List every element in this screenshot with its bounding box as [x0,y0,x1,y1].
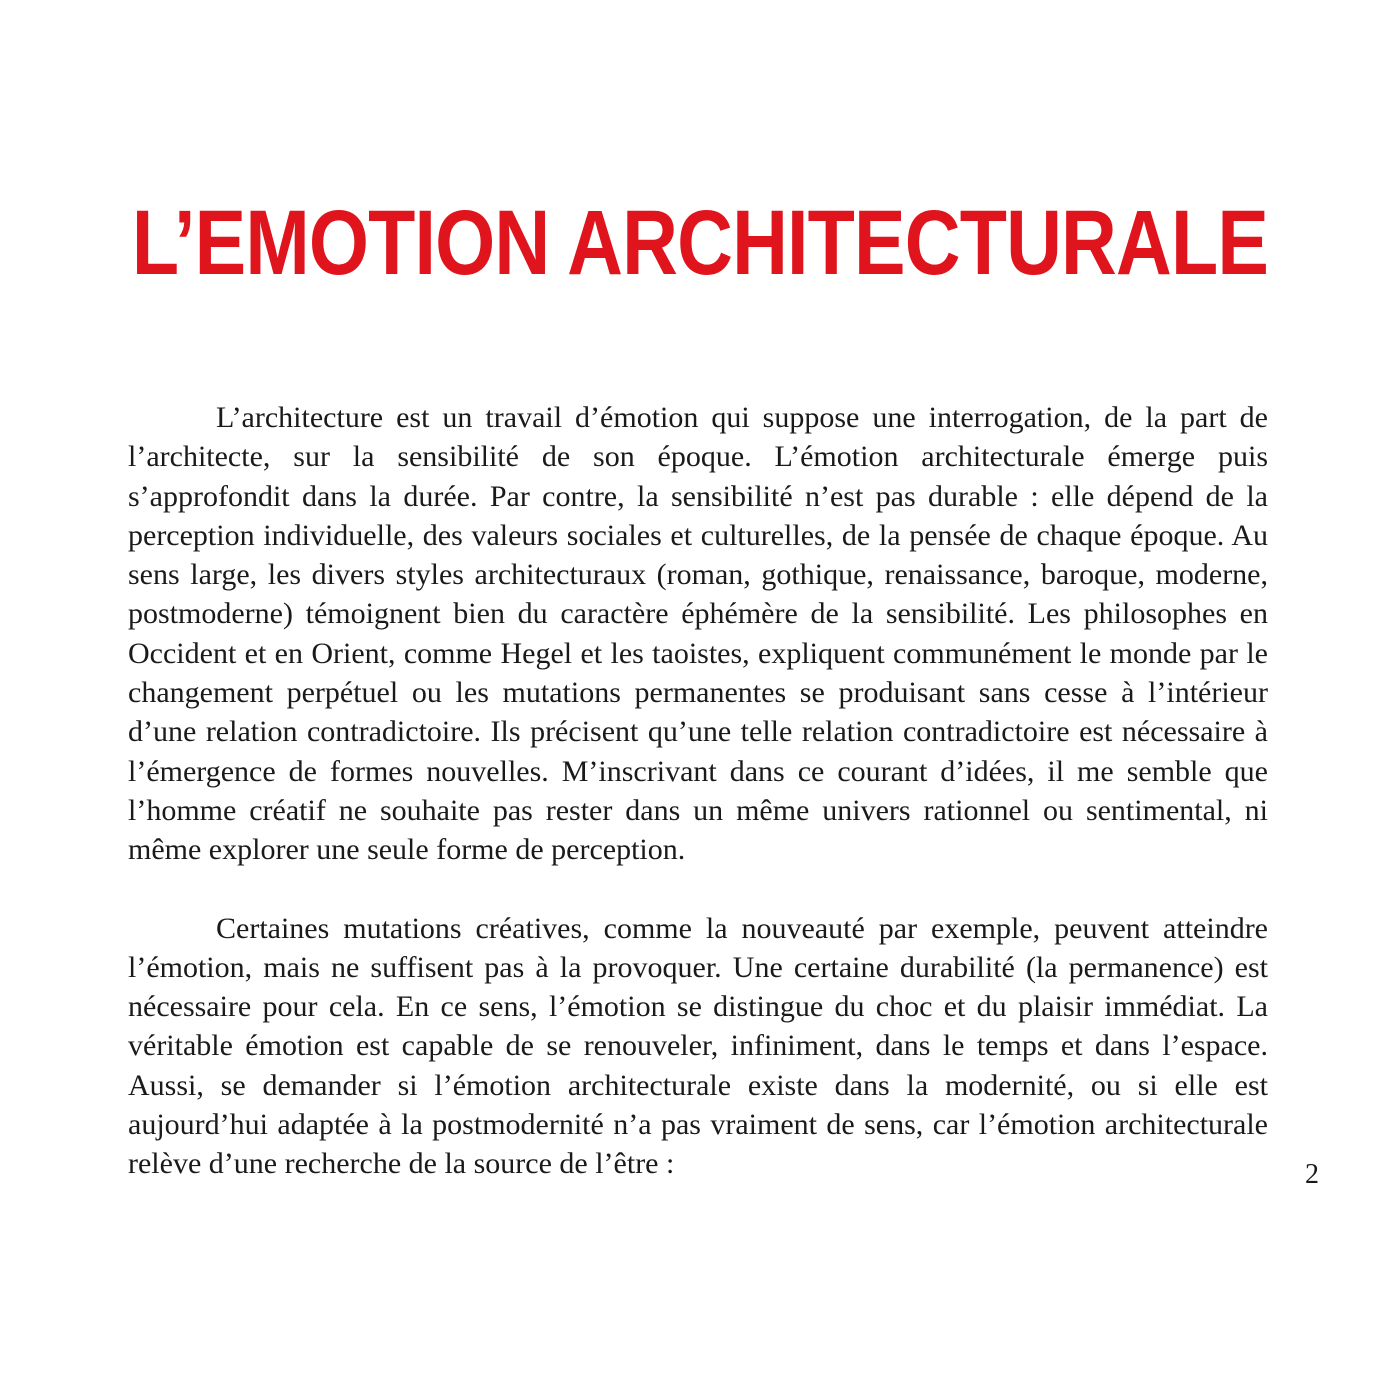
page-number: 2 [1305,1159,1319,1190]
paragraph-1: L’architecture est un travail d’émotion qui suppose une interrogation, de la part de l’architecte, sur la sensibilité de son époque. L’émotion architecturale émerge puis s’approfondit dans la durée. Par contre, la sensibilité n’est pas durable : elle dépend de la perception individuelle, des valeurs sociales et culturelles, de la pensée de chaque époque. Au sens large, les divers styles architecturaux (roman, gothique, renaissance, baroque, moderne, postmoderne) témoignent bien du caractère éphémère de la sensibilité. Les philosophes en Occident et en Orient, comme Hegel et les taoistes, expliquent communément le monde par le changement perpétuel ou les mutations permanentes se produisant sans cesse à l’intérieur d’une relation contradictoire. Ils précisent qu’une telle relation contradictoire est nécessaire à l’émergence de formes nouvelles. M’inscrivant dans ce courant d’idées, il me semble que l’homme créatif ne souhaite pas rester dans un même univers rationnel ou sentimental, ni même explorer une seule forme de perception. [128,401,1268,867]
page-title: L’EMOTION ARCHITECTURALE [131,192,1269,294]
paragraph-2: Certaines mutations créatives, comme la nouveauté par exemple, peuvent atteindre l’émotion, mais ne suffisent pas à la provoquer. Une certaine durabilité (la permanence) est nécessaire pour cela. En ce sens, l’émotion se distingue du choc et du plaisir immédiat. La véritable émotion est capable de se renouveler, infiniment, dans le temps et dans l’espace. Aussi, se demander si l’émotion architecturale existe dans la modernité, ou si elle est aujourd’hui adaptée à la postmodernité n’a pas vraiment de sens, car l’émotion architecturale relève d’une recherche de la source de l’être : [128,911,1268,1181]
body-text [128,398,1268,1184]
